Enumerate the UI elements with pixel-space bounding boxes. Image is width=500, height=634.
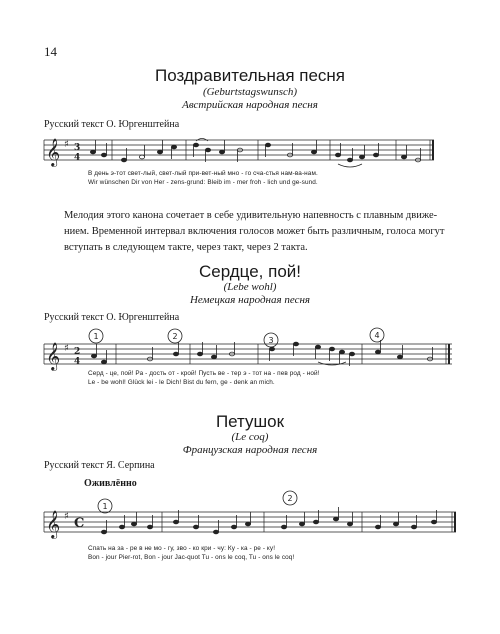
marker-2-label: 2 [287,494,293,503]
svg-text:4: 4 [74,357,81,367]
song-3-original-title: (Le coq) [231,431,269,443]
song-1-title: Поздравительная песня [154,66,346,85]
song-1-lyrics-ru: В день э-тот свет-лый, свет-лый при-вет-ный мно - го сча-стья нам-ва-нам. [88,170,318,177]
description-paragraph [64,208,464,256]
paragraph-line: нием. Временной интервал включения голосов может быть различным, голоса могут [64,226,445,237]
marker-1-label: 1 [102,502,108,511]
time-sig-top: 3 [74,143,81,153]
song-3-lyrics-ru: Спать на за - ре в не мо - гу, зво - ко кри - чу: Ку - ка - ре - ку! [88,545,276,552]
svg-text:2: 2 [74,347,81,357]
treble-clef-icon: 𝄞 [46,510,61,538]
treble-clef-icon: 𝄞 [46,342,61,370]
staff-3 [44,512,456,532]
song-1-lyrics-de: Wir wünschen Dir von Her - zens-grund: Bleib im - mer froh - lich und ge-sund. [88,179,318,186]
song-1-origin: Австрийская народная песня [182,99,318,111]
song-2-credit: Русский текст О. Юргенштейна [44,312,180,323]
paragraph-line: вступать в следующем такте, через такт, через 2 такта. [64,242,308,253]
sharp-icon: ♯ [64,343,69,354]
marker-4-label: 4 [374,331,380,340]
song-3-origin: Французская народная песня [182,444,318,456]
page-number: 14 [44,44,57,59]
marker-2-label: 2 [172,332,178,341]
paragraph-line: Мелодия этого канона сочетает в себе удивительную напевность с плавным движе- [64,210,438,221]
staff-1-notes [90,140,420,162]
treble-clef-icon: 𝄞 [46,138,61,166]
song-1-credit: Русский текст О. Юргенштейна [44,119,180,130]
song-2-title: Сердце, пой! [198,262,302,281]
time-sig-bottom: 4 [74,153,81,163]
sharp-icon: ♯ [64,511,69,522]
marker-3-label: 3 [268,336,274,345]
song-2-lyrics-de: Le - be wohl! Glück lei - le Dich! Bist du fern, ge - denk an mich. [88,379,275,386]
song-2-origin: Немецкая народная песня [189,294,311,306]
sharp-icon: ♯ [64,139,69,150]
song-3-lyrics-de: Bon - jour Pier-rot, Bon - jour Jac-quot Tu - ons le coq, Tu - ons le coq! [88,554,295,561]
song-1-original-title: (Geburtstagswunsch) [202,86,298,98]
staff-3-notes [101,507,436,534]
common-time-icon: C [74,516,85,531]
song-3-credit: Русский текст Я. Серпина [44,460,155,471]
marker-1-label: 1 [93,332,99,341]
song-2-lyrics-ru: Серд - це, пой! Ра - дость от - крой! Пусть ве - тер э - тот на - пев род - ной! [88,370,320,377]
song-3-tempo: Оживлённо [84,478,137,489]
song-2-original-title: (Lebe wohl) [223,281,277,293]
song-3-title: Петушок [215,412,285,431]
